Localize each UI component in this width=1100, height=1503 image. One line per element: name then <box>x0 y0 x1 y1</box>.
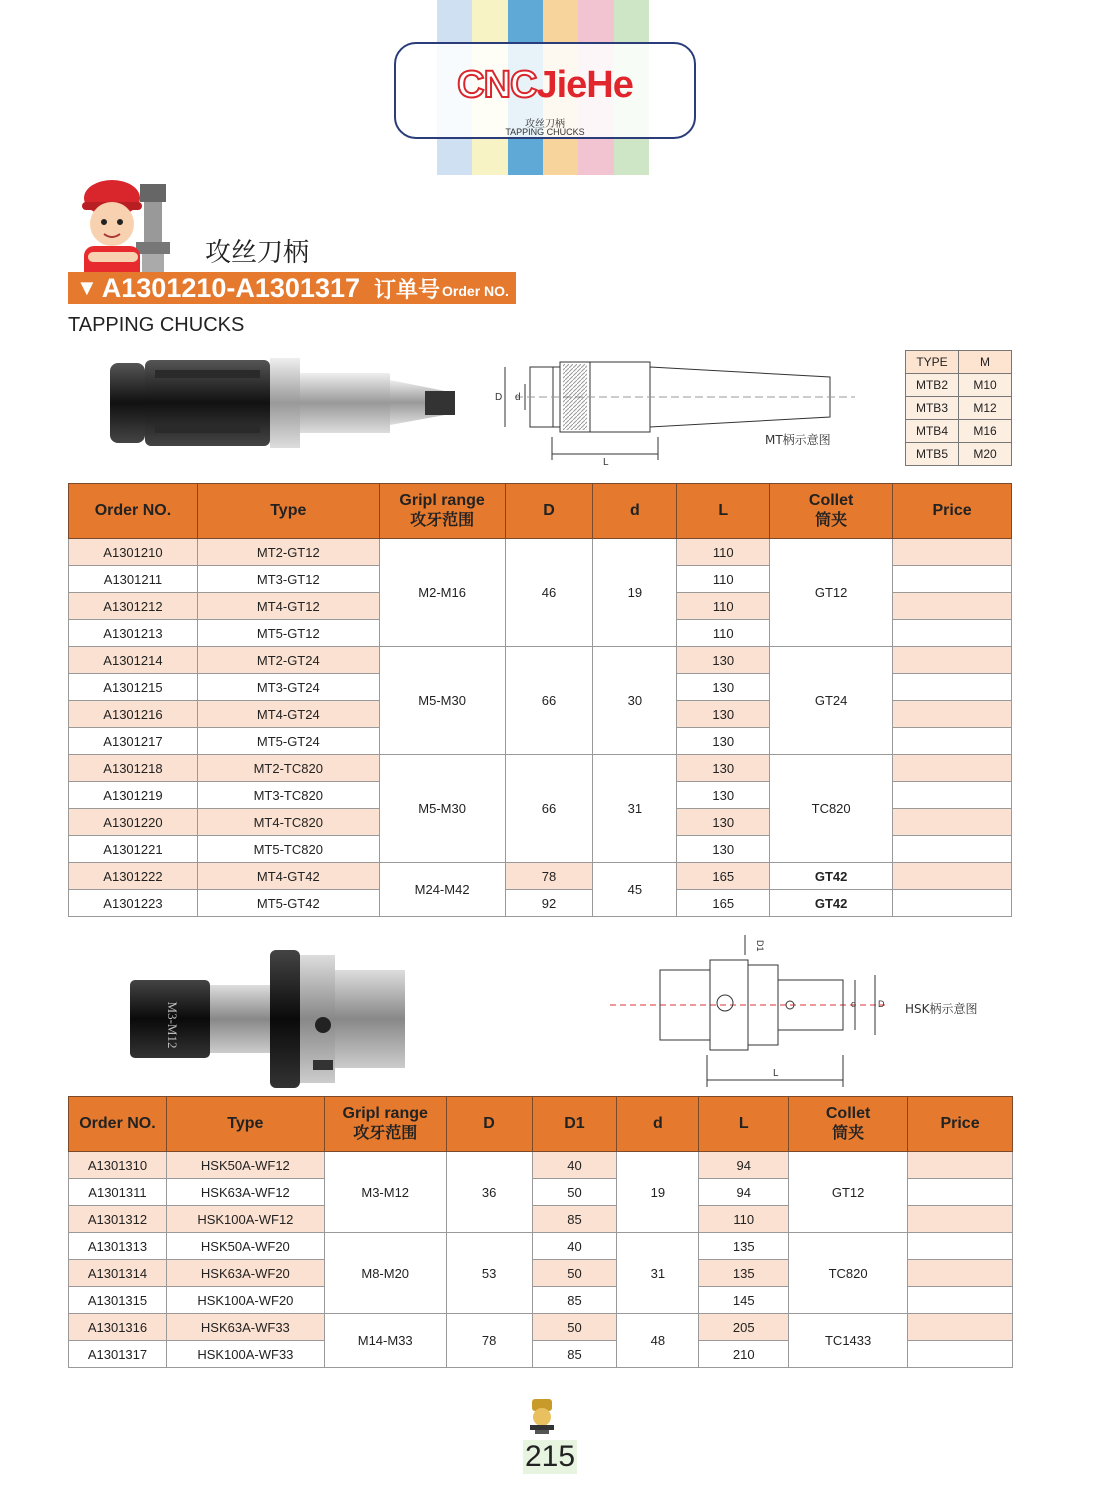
price-cell <box>893 539 1012 566</box>
L-cell: 165 <box>677 890 770 917</box>
mt-cell: MTB3 <box>906 397 959 420</box>
d-cell: 48 <box>617 1314 699 1368</box>
order-cell: A1301222 <box>69 863 198 890</box>
order-cell: A1301221 <box>69 836 198 863</box>
type-cell: MT4-GT42 <box>197 863 379 890</box>
mt-spec-table <box>68 483 1012 917</box>
col-grip-cn: 攻牙范围 <box>353 1125 418 1142</box>
D-cell: 53 <box>446 1233 532 1314</box>
diagram2-D-label: D <box>878 999 885 1009</box>
col-order: Order NO. <box>69 1097 167 1152</box>
col-type: Type <box>197 484 379 539</box>
order-cell: A1301315 <box>69 1287 167 1314</box>
D1-cell: 85 <box>532 1206 617 1233</box>
type-cell: MT5-GT24 <box>197 728 379 755</box>
price-cell <box>908 1206 1013 1233</box>
L-cell: 135 <box>699 1260 789 1287</box>
price-cell <box>908 1179 1013 1206</box>
mt-cell: MTB4 <box>906 420 959 443</box>
type-cell: MT5-GT42 <box>197 890 379 917</box>
type-cell: MT5-TC820 <box>197 836 379 863</box>
mt-cell: M12 <box>959 397 1012 420</box>
type-cell: HSK63A-WF20 <box>166 1260 324 1287</box>
col-type: Type <box>166 1097 324 1152</box>
d-cell: 45 <box>593 863 677 917</box>
order-cell: A1301215 <box>69 674 198 701</box>
mt-tapping-chuck-image <box>105 355 465 450</box>
price-cell <box>908 1314 1013 1341</box>
mt-cell: M20 <box>959 443 1012 466</box>
col-grip-en: Gripl range <box>342 1105 428 1122</box>
collet-cell: TC1433 <box>789 1314 908 1368</box>
hsk-spec-table <box>68 1096 1013 1368</box>
D-cell: 66 <box>505 755 593 863</box>
L-cell: 110 <box>677 566 770 593</box>
D1-cell: 40 <box>532 1233 617 1260</box>
brand-logo <box>394 42 696 139</box>
D1-cell: 85 <box>532 1341 617 1368</box>
L-cell: 130 <box>677 674 770 701</box>
order-number-bar <box>68 272 516 304</box>
price-cell <box>893 728 1012 755</box>
L-cell: 94 <box>699 1179 789 1206</box>
col-collet-en: Collet <box>808 492 854 509</box>
price-cell <box>908 1152 1013 1179</box>
price-cell <box>893 836 1012 863</box>
type-cell: HSK100A-WF33 <box>166 1341 324 1368</box>
section-title-cn: 攻丝刀柄 <box>205 238 310 268</box>
d-cell: 19 <box>593 539 677 647</box>
order-cell: A1301211 <box>69 566 198 593</box>
D-cell: 46 <box>505 539 593 647</box>
d-cell: 19 <box>617 1152 699 1233</box>
order-cell: A1301311 <box>69 1179 167 1206</box>
mt-cell: MTB2 <box>906 374 959 397</box>
d-cell: 31 <box>593 755 677 863</box>
D-cell: 36 <box>446 1152 532 1233</box>
price-cell <box>893 620 1012 647</box>
price-cell <box>893 701 1012 728</box>
type-cell: MT3-GT12 <box>197 566 379 593</box>
order-cell: A1301312 <box>69 1206 167 1233</box>
order-cell: A1301310 <box>69 1152 167 1179</box>
order-cell: A1301223 <box>69 890 198 917</box>
L-cell: 110 <box>677 593 770 620</box>
L-cell: 130 <box>677 836 770 863</box>
logo-wordmark <box>396 64 694 107</box>
table-row <box>69 890 1012 917</box>
grip-cell: M5-M30 <box>379 755 505 863</box>
page-number <box>0 1440 1100 1474</box>
type-cell: MT2-GT24 <box>197 647 379 674</box>
grip-cell: M24-M42 <box>379 863 505 917</box>
L-cell: 130 <box>677 755 770 782</box>
L-cell: 130 <box>677 782 770 809</box>
price-cell <box>893 674 1012 701</box>
collet-cell: GT42 <box>770 890 893 917</box>
order-cell: A1301220 <box>69 809 198 836</box>
grip-cell: M8-M20 <box>324 1233 446 1314</box>
order-cell: A1301219 <box>69 782 198 809</box>
order-cell: A1301316 <box>69 1314 167 1341</box>
L-cell: 145 <box>699 1287 789 1314</box>
trophy-icon <box>527 1397 557 1435</box>
price-cell <box>893 566 1012 593</box>
L-cell: 110 <box>699 1206 789 1233</box>
D1-cell: 50 <box>532 1179 617 1206</box>
mt-cell: M16 <box>959 420 1012 443</box>
price-cell <box>893 890 1012 917</box>
logo-jiehe: JieHe <box>536 64 633 106</box>
logo-cnc: CNC <box>457 64 537 106</box>
logo-subtitle-cn: 攻丝刀柄 <box>525 119 565 130</box>
collet-cell: GT24 <box>770 647 893 755</box>
order-cell: A1301210 <box>69 539 198 566</box>
L-cell: 130 <box>677 728 770 755</box>
mt-cell: MTB5 <box>906 443 959 466</box>
L-cell: 130 <box>677 701 770 728</box>
order-cell: A1301218 <box>69 755 198 782</box>
order-label-en: Order NO. <box>442 283 509 299</box>
order-label-cn: 订单号 <box>374 277 441 303</box>
table-row <box>69 1233 1013 1260</box>
order-cell: A1301213 <box>69 620 198 647</box>
D1-cell: 40 <box>532 1152 617 1179</box>
price-cell <box>908 1341 1013 1368</box>
col-grip-cn: 攻牙范围 <box>410 512 475 529</box>
order-cell: A1301214 <box>69 647 198 674</box>
table-row <box>69 647 1012 674</box>
L-cell: 210 <box>699 1341 789 1368</box>
L-cell: 110 <box>677 620 770 647</box>
order-cell: A1301317 <box>69 1341 167 1368</box>
d-cell: 30 <box>593 647 677 755</box>
diagram2-d-label: d <box>851 999 857 1009</box>
price-cell <box>893 593 1012 620</box>
col-grip-en: Gripl range <box>399 492 485 509</box>
D-cell: 78 <box>505 863 593 890</box>
price-cell <box>893 863 1012 890</box>
type-cell: MT4-GT12 <box>197 593 379 620</box>
col-L: L <box>677 484 770 539</box>
hsk-engraving: M3-M12 <box>165 1001 180 1049</box>
price-cell <box>908 1287 1013 1314</box>
mt-header-type: TYPE <box>906 351 959 374</box>
collet-cell: TC820 <box>789 1233 908 1314</box>
col-collet-cn: 筒夹 <box>815 512 848 529</box>
price-cell <box>893 647 1012 674</box>
D1-cell: 85 <box>532 1287 617 1314</box>
mt-shank-diagram <box>485 352 860 474</box>
logo-subtitle-en: TAPPING CHUCKS <box>505 127 585 137</box>
D-cell: 92 <box>505 890 593 917</box>
price-cell <box>908 1260 1013 1287</box>
type-cell: HSK63A-WF12 <box>166 1179 324 1206</box>
collet-cell: GT12 <box>770 539 893 647</box>
order-cell: A1301216 <box>69 701 198 728</box>
type-cell: MT3-TC820 <box>197 782 379 809</box>
table-row <box>69 1314 1013 1341</box>
hsk-diagram-label: HSK柄示意图 <box>905 1002 978 1016</box>
type-cell: HSK100A-WF12 <box>166 1206 324 1233</box>
L-cell: 165 <box>677 863 770 890</box>
type-cell: MT4-GT24 <box>197 701 379 728</box>
diagram1-D-label: D <box>495 392 503 403</box>
col-d: d <box>593 484 677 539</box>
col-D1: D1 <box>532 1097 617 1152</box>
table-row <box>69 755 1012 782</box>
L-cell: 110 <box>677 539 770 566</box>
L-cell: 130 <box>677 647 770 674</box>
grip-cell: M3-M12 <box>324 1152 446 1233</box>
d-cell: 31 <box>617 1233 699 1314</box>
col-d: d <box>617 1097 699 1152</box>
order-cell: A1301212 <box>69 593 198 620</box>
L-cell: 205 <box>699 1314 789 1341</box>
page-number-text: 215 <box>524 1440 576 1473</box>
diagram2-D1-label: D1 <box>755 940 765 952</box>
table-row <box>69 1152 1013 1179</box>
col-collet <box>789 1097 908 1152</box>
table-row <box>69 539 1012 566</box>
price-cell <box>893 809 1012 836</box>
col-order: Order NO. <box>69 484 198 539</box>
order-cell: A1301313 <box>69 1233 167 1260</box>
col-D: D <box>505 484 593 539</box>
grip-cell: M14-M33 <box>324 1314 446 1368</box>
section-title-en: TAPPING CHUCKS <box>68 314 245 336</box>
collet-cell: GT12 <box>789 1152 908 1233</box>
col-collet <box>770 484 893 539</box>
D-cell: 66 <box>505 647 593 755</box>
collet-cell: GT42 <box>770 863 893 890</box>
table-row <box>69 863 1012 890</box>
col-grip <box>324 1097 446 1152</box>
col-collet-en: Collet <box>825 1105 871 1122</box>
type-cell: HSK100A-WF20 <box>166 1287 324 1314</box>
order-range: A1301210-A1301317 <box>101 272 360 303</box>
hsk-shank-diagram <box>605 925 905 1090</box>
grip-cell: M2-M16 <box>379 539 505 647</box>
mt-diagram-label: MT柄示意图 <box>765 433 831 447</box>
col-D: D <box>446 1097 532 1152</box>
type-cell: HSK50A-WF12 <box>166 1152 324 1179</box>
L-cell: 135 <box>699 1233 789 1260</box>
mt-cell: M10 <box>959 374 1012 397</box>
diagram1-L-label: L <box>603 457 609 468</box>
L-cell: 130 <box>677 809 770 836</box>
D1-cell: 50 <box>532 1314 617 1341</box>
mt-header-m: M <box>959 351 1012 374</box>
price-cell <box>908 1233 1013 1260</box>
col-L: L <box>699 1097 789 1152</box>
mt-type-table <box>905 350 1012 466</box>
type-cell: MT5-GT12 <box>197 620 379 647</box>
price-cell <box>893 755 1012 782</box>
price-cell <box>893 782 1012 809</box>
col-collet-cn: 筒夹 <box>832 1125 865 1142</box>
col-price: Price <box>908 1097 1013 1152</box>
type-cell: HSK63A-WF33 <box>166 1314 324 1341</box>
D-cell: 78 <box>446 1314 532 1368</box>
collet-cell: TC820 <box>770 755 893 863</box>
grip-cell: M5-M30 <box>379 647 505 755</box>
type-cell: MT3-GT24 <box>197 674 379 701</box>
type-cell: MT4-TC820 <box>197 809 379 836</box>
type-cell: MT2-GT12 <box>197 539 379 566</box>
order-cell: A1301217 <box>69 728 198 755</box>
col-price: Price <box>893 484 1012 539</box>
type-cell: MT2-TC820 <box>197 755 379 782</box>
col-grip <box>379 484 505 539</box>
diagram2-L-label: L <box>773 1068 779 1079</box>
mascot-icon <box>74 172 179 282</box>
triangle-down-icon: ▼ <box>76 275 98 300</box>
L-cell: 94 <box>699 1152 789 1179</box>
order-cell: A1301314 <box>69 1260 167 1287</box>
D1-cell: 50 <box>532 1260 617 1287</box>
diagram1-d-label: d <box>515 392 521 403</box>
type-cell: HSK50A-WF20 <box>166 1233 324 1260</box>
hsk-tapping-chuck-image <box>128 945 418 1090</box>
